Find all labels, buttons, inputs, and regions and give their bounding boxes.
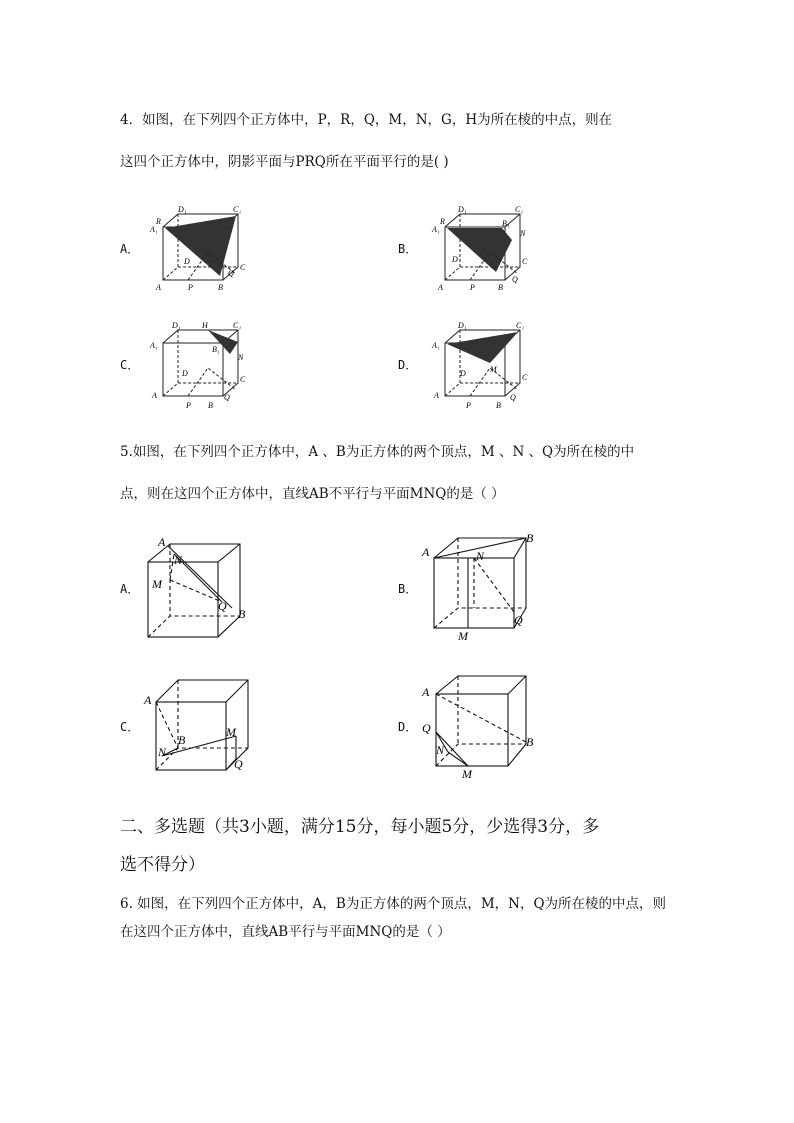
q4c-label: B	[208, 401, 213, 408]
q4c-label: P	[186, 401, 191, 408]
q4b-label: B	[498, 283, 503, 292]
q5c-label: B	[178, 733, 186, 747]
q5d-label: B	[526, 735, 534, 749]
q5a-label: Q	[218, 599, 227, 613]
q4-option-a-label: A．	[120, 242, 140, 256]
q4a-label: P	[188, 283, 193, 292]
q5-option-b-label: B．	[398, 582, 418, 596]
q5b-cube-figure	[418, 530, 543, 645]
q5b-label: Q	[514, 613, 523, 627]
q4c-label: A₁	[150, 341, 158, 350]
q4d-label: B	[496, 401, 501, 408]
q5d-cube-figure	[418, 672, 543, 784]
q4d-label: Q	[510, 393, 516, 402]
q4d-label: C₁	[516, 321, 525, 330]
q4d-cube-figure	[430, 318, 530, 408]
q4a-label: C₁	[233, 205, 242, 214]
q6-text-line2: 在这四个正方体中，直线AB平行与平面MNQ的是（ ）	[120, 924, 451, 940]
q5-option-a-label: A．	[120, 582, 140, 596]
q4b-label: R	[440, 217, 445, 226]
q4-text-line2: 这四个正方体中，阴影平面与PRQ所在平面平行的是( )	[120, 154, 449, 170]
q5a-label: A	[158, 535, 166, 549]
section-2-heading-line2: 选不得分）	[120, 855, 205, 875]
q4c-label: B₁	[212, 345, 220, 354]
q4c-label: D₁	[172, 321, 181, 330]
q5-text-line2: 点，则在这四个正方体中，直线AB不平行与平面MNQ的是（ ）	[120, 486, 505, 502]
q4b-label: Q	[512, 275, 518, 284]
q4d-label: D	[460, 369, 466, 378]
q4c-label: Q	[224, 393, 230, 402]
q4a-label: D₁	[178, 205, 187, 214]
q4d-label: A₁	[432, 341, 440, 350]
q5c-label: Q	[234, 757, 243, 771]
q4a-label: C	[240, 263, 246, 272]
q5a-label: M	[152, 577, 162, 591]
q4b-label: P	[470, 283, 475, 292]
q4-option-c-label: C．	[120, 358, 140, 372]
q4a-label: A₁	[150, 225, 158, 234]
q5c-label: N	[158, 745, 167, 759]
q5d-label: N	[436, 743, 445, 757]
q4a-label: R	[156, 217, 161, 226]
q5d-label: A	[422, 685, 430, 699]
q5b-label: B	[526, 531, 534, 545]
q4d-label: D₁	[458, 321, 467, 330]
q5c-cube-figure	[140, 672, 260, 784]
q5-option-c-label: C．	[120, 720, 140, 734]
q6-text-line1: 6. 如图，在下列四个正方体中，A，B为正方体的两个顶点，M，N，Q为所在棱的中点，则	[120, 896, 667, 912]
q5d-label: M	[462, 767, 472, 781]
q5c-label: A	[144, 693, 152, 707]
q4b-label: C₁	[515, 205, 524, 214]
q4d-label: C	[522, 373, 528, 382]
q4b-label: D	[452, 255, 458, 264]
q4a-label: Q	[228, 269, 234, 278]
q4b-label: C	[522, 257, 528, 266]
q4d-shaded-plane	[447, 332, 518, 363]
q4a-label: D	[184, 257, 190, 266]
q5a-label: N	[174, 553, 183, 567]
q4a-cube-figure	[148, 202, 248, 292]
q4d-label: M	[490, 365, 497, 374]
q4b-label: A₁	[432, 225, 440, 234]
q4a-label: A	[156, 283, 161, 292]
q4-text-line1: 4．如图，在下列四个正方体中，P，R，Q，M，N，G，H为所在棱的中点，则在	[120, 112, 613, 128]
q4d-label: P	[466, 401, 471, 408]
q5b-label: A	[422, 545, 430, 559]
q4c-label: C₁	[233, 321, 242, 330]
q4b-shaded-plane	[447, 228, 512, 272]
q4c-label: C	[240, 375, 246, 384]
q5b-label: M	[458, 629, 468, 643]
q4b-label: N	[520, 229, 526, 238]
q4c-cube-figure	[148, 318, 248, 408]
q5a-cube-figure	[140, 530, 260, 645]
section-2-heading-line1: 二、多选题（共3小题，满分15分，每小题5分，少选得3分，多	[120, 817, 600, 837]
q4b-label: B₁	[502, 219, 510, 228]
q4c-label: D	[182, 369, 188, 378]
q5-option-d-label: D．	[398, 720, 418, 734]
q4d-label: A	[434, 391, 439, 400]
q5b-label: N	[476, 549, 485, 563]
q4b-cube-figure	[430, 202, 530, 292]
q5c-label: M	[226, 725, 236, 739]
q5-text-line1: 5.如图，在下列四个正方体中，A 、B为正方体的两个顶点，M 、N 、Q为所在棱的中	[120, 444, 635, 460]
q5d-label: Q	[422, 721, 431, 735]
q5a-label: B	[238, 607, 246, 621]
q4-option-d-label: D．	[398, 358, 418, 372]
q4b-label: D₁	[458, 205, 467, 214]
q4a-label: B	[218, 283, 223, 292]
q4-option-b-label: B．	[398, 242, 418, 256]
q4c-label: N	[238, 353, 244, 362]
q4b-label: A	[438, 283, 443, 292]
q4c-label: A	[152, 391, 157, 400]
q4c-label: H	[202, 321, 208, 330]
